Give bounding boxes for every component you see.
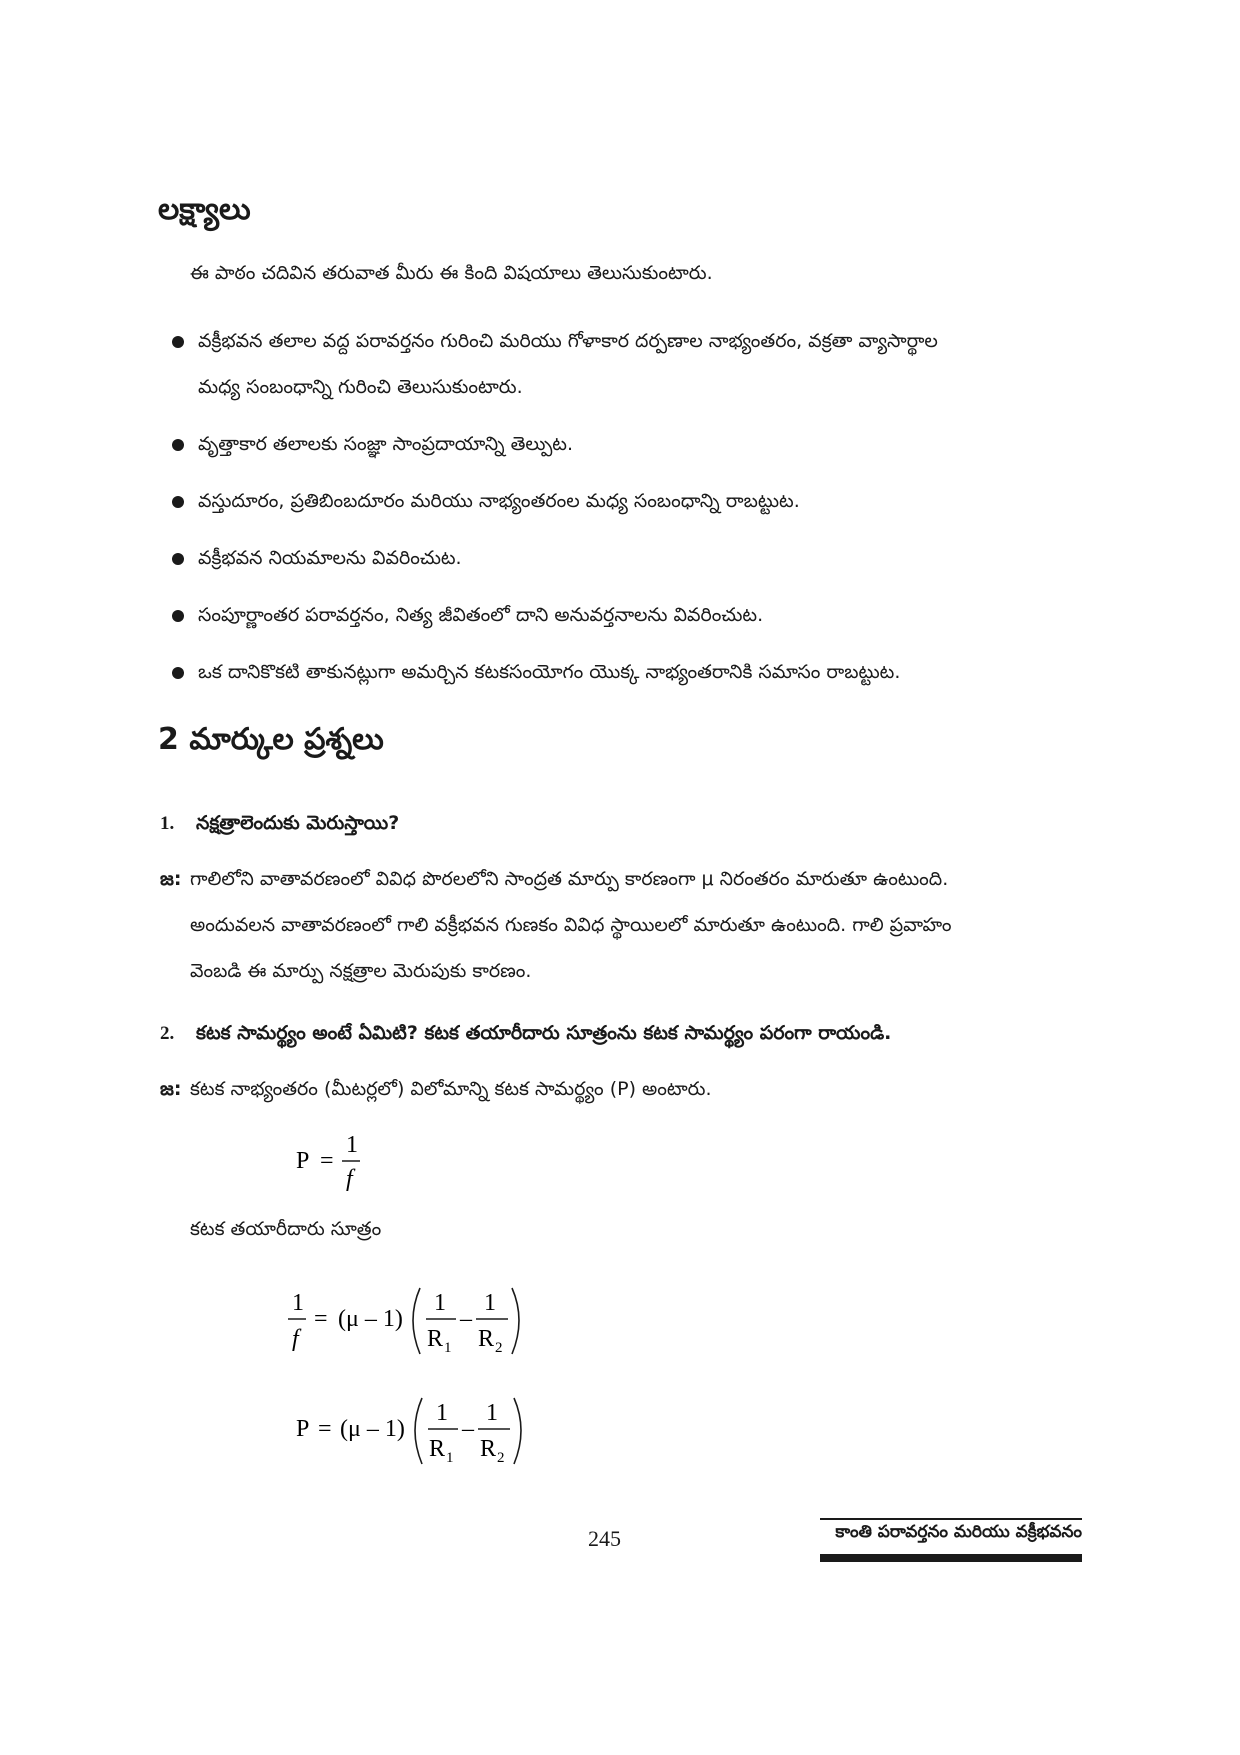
two-marks-heading: 2 మార్కుల ప్రశ్నలు: [158, 722, 384, 757]
question-number: 2.: [160, 1023, 175, 1044]
formula-lhs: P: [296, 1148, 310, 1174]
formula-power: [294, 1126, 404, 1196]
formula-lhs: P: [296, 1416, 310, 1442]
question-text: కటక సామర్థ్యం అంటే ఏమిటి? కటక తయారీదారు సూత్రంను కటక సామర్థ్యం పరంగా రాయండి.: [196, 1022, 892, 1044]
formula-power-lensmaker: [294, 1392, 544, 1472]
objective-item: [172, 535, 1092, 581]
lensmaker-label: కటక తయారీదారు సూత్రం: [190, 1218, 382, 1240]
objective-item: [172, 592, 1092, 638]
bullet-icon: [172, 667, 184, 679]
formula-factor: (μ – 1): [340, 1416, 405, 1442]
objectives-list: [172, 318, 1092, 706]
formula-minus: –: [462, 1416, 474, 1442]
objective-line: వక్రీభవన తలాల వద్ద పరావర్తనం గురించి మరియు గోళాకార దర్పణాల నాభ్యంతరం, వక్రతా వ్యాసార్థాల: [198, 330, 938, 352]
bullet-icon: [172, 439, 184, 451]
subscript: 2: [497, 1450, 505, 1466]
question-number: 1.: [160, 813, 175, 834]
bullet-icon: [172, 496, 184, 508]
fraction-numerator: 1: [346, 1132, 358, 1158]
left-paren: [415, 1398, 422, 1464]
objectives-heading: లక్ష్యాలు: [158, 192, 251, 227]
objective-line: మధ్య సంబంధాన్ని గురించి తెలుసుకుంటారు.: [198, 376, 523, 398]
subscript: 1: [444, 1340, 452, 1356]
formula-minus: –: [460, 1306, 472, 1332]
objective-line: ఒక దానికొకటి తాకునట్లుగా అమర్చిన కటకసంయోగం యొక్క నాభ్యంతరానికి సమాసం రాబట్టుట.: [198, 661, 901, 683]
objective-line: వస్తుదూరం, ప్రతిబింబదూరం మరియు నాభ్యంతరంల మధ్య సంబంధాన్ని రాబట్టుట.: [198, 490, 800, 512]
formula-factor: (μ – 1): [338, 1306, 403, 1332]
answer-line: కటక నాభ్యంతరం (మీటర్లలో) విలోమాన్ని కటక సామర్థ్యం (P) అంటారు.: [190, 1078, 712, 1100]
right-paren: [512, 1288, 519, 1354]
answer-line: అందువలన వాతావరణంలో గాలి వక్రీభవన గుణకం వివిధ స్థాయిలలో మారుతూ ఉంటుంది. గాలి ప్రవాహం: [190, 914, 952, 936]
footer-rule: [820, 1518, 1082, 1520]
bullet-icon: [172, 610, 184, 622]
bullet-icon: [172, 336, 184, 348]
formula-equals: =: [314, 1306, 328, 1332]
objective-line: వృత్తాకార తలాలకు సంజ్ఞా సాంప్రదాయాన్ని తెల్పుట.: [198, 433, 573, 455]
answer-tag: జ:: [160, 868, 182, 890]
formula-equals: =: [318, 1416, 332, 1442]
fraction-numerator: 1: [484, 1290, 496, 1316]
fraction-denominator: R: [480, 1436, 497, 1462]
fraction-denominator: R: [478, 1326, 495, 1352]
formula-lensmaker: [284, 1282, 544, 1362]
fraction-denominator: f: [292, 1326, 299, 1352]
objective-item: [172, 318, 1092, 410]
footer-bar: [820, 1554, 1082, 1562]
left-paren: [413, 1288, 420, 1354]
fraction-denominator: R: [429, 1436, 446, 1462]
fraction-numerator: 1: [486, 1400, 498, 1426]
answer-line: గాలిలోని వాతావరణంలో వివిధ పొరలలోని సాంద్రత మార్పు కారణంగా μ నిరంతరం మారుతూ ఉంటుంది.: [190, 868, 949, 890]
answer-line: వెంబడి ఈ మార్పు నక్షత్రాల మెరుపుకు కారణం.: [190, 960, 532, 982]
subscript: 1: [446, 1450, 454, 1466]
answer-tag: జ:: [160, 1078, 182, 1100]
fraction-numerator: 1: [292, 1290, 304, 1316]
question-1: [160, 800, 1100, 847]
fraction-denominator: R: [427, 1326, 444, 1352]
page-number: 245: [588, 1526, 621, 1551]
question-2: [160, 1010, 1100, 1057]
right-paren: [514, 1398, 521, 1464]
objective-line: సంపూర్ణాంతర పరావర్తనం, నిత్య జీవితంలో దాని అనువర్తనాలను వివరించుట.: [198, 604, 764, 626]
formula-equals: =: [320, 1148, 334, 1174]
answer-2: [160, 1066, 1100, 1112]
fraction-denominator: f: [346, 1166, 353, 1192]
fraction-numerator: 1: [434, 1290, 446, 1316]
question-text: నక్షత్రాలెందుకు మెరుస్తాయి?: [196, 812, 400, 834]
objective-item: [172, 478, 1092, 524]
subscript: 2: [495, 1340, 503, 1356]
chapter-title: కాంతి పరావర్తనం మరియు వక్రీభవనం: [835, 1522, 1082, 1542]
objective-line: వక్రీభవన నియమాలను వివరించుట.: [198, 547, 462, 569]
objective-item: [172, 421, 1092, 467]
objective-item: [172, 649, 1092, 695]
answer-1: [160, 856, 1100, 994]
objectives-intro: ఈ పాఠం చదివిన తరువాత మీరు ఈ కింది విషయాలు తెలుసుకుంటారు.: [190, 262, 713, 284]
fraction-numerator: 1: [436, 1400, 448, 1426]
bullet-icon: [172, 553, 184, 565]
